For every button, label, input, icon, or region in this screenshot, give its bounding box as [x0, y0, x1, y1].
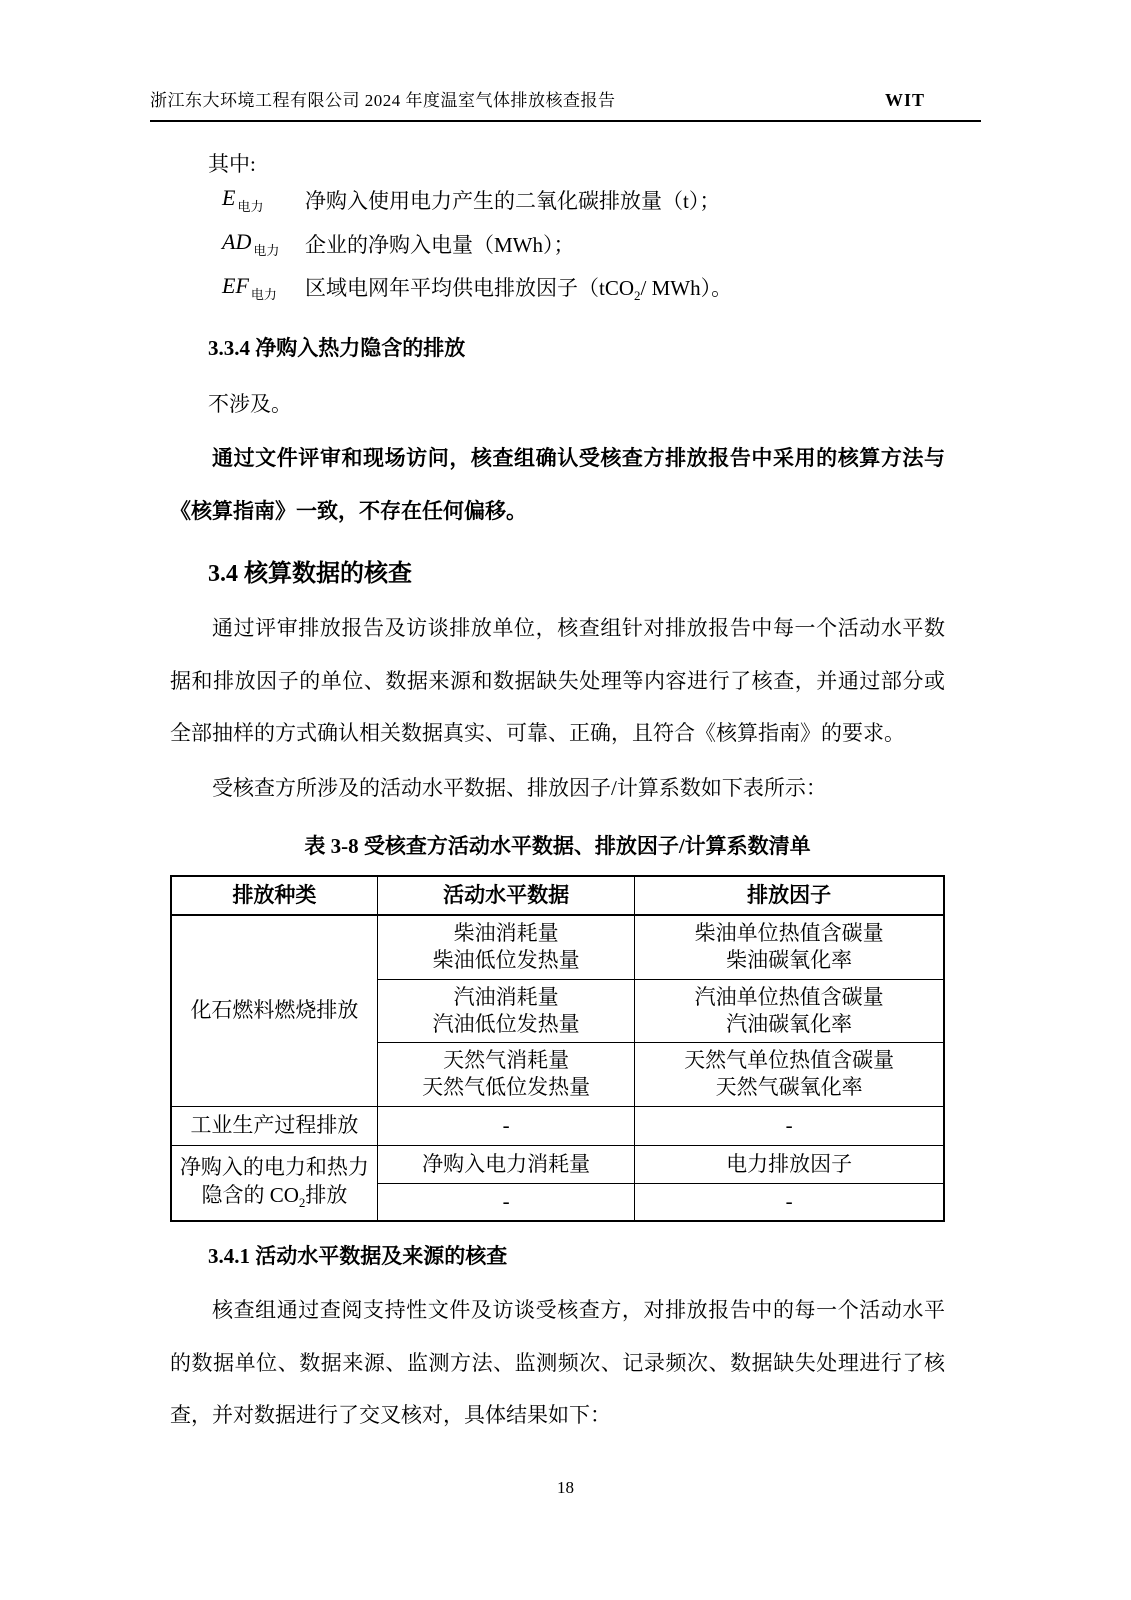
cell-line: 汽油消耗量 — [453, 984, 559, 1009]
co2-subscript: 2 — [634, 288, 641, 304]
header-rule — [150, 120, 981, 122]
cell-line: 柴油消耗量 — [453, 921, 559, 945]
cell-electricity-factor: 电力排放因子 — [635, 1145, 944, 1183]
paragraph-3-4-1: 核查组通过查阅支持性文件及访谈受核查方，对排放报告中的每一个活动水平的数据单位、数据来源、监测方法、监测频次、记录频次、数据缺失处理进行了核查，并对数据进行了交叉核对，具体结果如下： — [170, 1298, 945, 1428]
cell-line: 柴油碳氧化率 — [726, 948, 853, 973]
symbol-ad-electricity — [222, 229, 305, 258]
cell-line: 净购入的电力和热力 — [179, 1155, 369, 1180]
document-body — [170, 148, 945, 1442]
cell-gasoline-activity — [377, 979, 634, 1043]
cell-line: 柴油单位热值含碳量 — [694, 921, 884, 945]
table-header-row — [171, 876, 944, 915]
definition-text: 企业的净购入电量（MWh）； — [305, 233, 575, 257]
cell-heat-factor: - — [635, 1183, 944, 1221]
symbol-e-electricity — [222, 185, 305, 214]
definition-text-suffix: / MWh）。 — [640, 275, 733, 300]
page-header — [150, 0, 981, 111]
cell-gasoline-factor — [635, 979, 944, 1043]
not-involved-text: 不涉及。 — [208, 392, 292, 416]
cell-industrial-process-category: 工业生产过程排放 — [171, 1106, 377, 1145]
symbol-letter: AD — [222, 229, 252, 255]
activity-data-table — [170, 875, 945, 1222]
cell-natural-gas-activity — [377, 1043, 634, 1107]
cell-line: 天然气单位热值含碳量 — [684, 1048, 895, 1073]
cell-line: 天然气碳氧化率 — [715, 1075, 863, 1100]
header-brand-wit: WIT — [884, 90, 925, 110]
cell-natural-gas-factor — [635, 1043, 944, 1107]
cell-diesel-activity — [377, 915, 634, 979]
cell-industrial-process-activity: - — [377, 1106, 634, 1145]
co2-subscript: 2 — [298, 1194, 306, 1210]
definition-row-ef — [222, 266, 945, 310]
header-title: 浙江东大环境工程有限公司 2024 年度温室气体排放核查报告 — [150, 91, 616, 110]
cell-industrial-process-factor: - — [635, 1106, 944, 1145]
cell-heat-activity: - — [377, 1183, 634, 1221]
conclusion-paragraph: 通过文件评审和现场访问，核查组确认受核查方排放报告中采用的核算方法与《核算指南》一致，不存在任何偏移。 — [170, 446, 945, 523]
definition-text — [305, 272, 732, 304]
definition-text-prefix: 区域电网年平均供电排放因子（tCO — [305, 275, 635, 300]
cell-line: 汽油单位热值含碳量 — [694, 984, 884, 1009]
cell-fossil-fuel-category: 化石燃料燃烧排放 — [171, 915, 377, 1106]
definition-text: 净购入使用电力产生的二氧化碳排放量（t）； — [305, 189, 721, 213]
paragraph-3-4-intro: 通过评审排放报告及访谈排放单位，核查组针对排放报告中每一个活动水平数据和排放因子的单位、数据来源和数据缺失处理等内容进行了核查，并通过部分或全部抽样的方式确认相关数据真实、可靠、正确，且符合《核算指南》的要求。 — [170, 616, 945, 745]
cell-line: 天然气消耗量 — [443, 1048, 570, 1073]
cell-line-co2 — [176, 1182, 373, 1212]
definition-row-ad — [222, 222, 945, 266]
column-header-emission-factor: 排放因子 — [635, 876, 944, 915]
table-row-diesel — [171, 915, 944, 979]
cell-line: 汽油碳氧化率 — [726, 1011, 853, 1036]
page-number: 18 — [557, 1478, 574, 1497]
heading-3-3-4: 3.3.4 净购入热力隐含的排放 — [208, 336, 466, 360]
symbol-ef-electricity — [222, 273, 305, 302]
cell-line: 柴油低位发热量 — [432, 948, 580, 973]
lead-label: 其中: — [208, 152, 256, 176]
symbol-subscript: 电力 — [253, 242, 280, 258]
co2-text-suffix: 排放 — [305, 1182, 348, 1207]
co2-text-prefix: 隐含的 CO — [201, 1182, 299, 1207]
column-header-activity-data: 活动水平数据 — [377, 876, 634, 915]
table-row-industrial-process — [171, 1106, 944, 1145]
definition-row-e — [222, 178, 945, 222]
cell-electricity-heat-category — [171, 1145, 377, 1221]
symbol-subscript: 电力 — [250, 286, 277, 302]
symbol-subscript: 电力 — [237, 198, 264, 214]
table-caption: 表 3-8 受核查方活动水平数据、排放因子/计算系数清单 — [304, 834, 811, 858]
heading-3-4: 3.4 核算数据的核查 — [208, 561, 412, 587]
symbol-letter: EF — [222, 273, 249, 299]
table-row-purchased-electricity — [171, 1145, 944, 1183]
cell-line: 汽油低位发热量 — [432, 1011, 580, 1036]
heading-3-4-1: 3.4.1 活动水平数据及来源的核查 — [208, 1244, 508, 1269]
symbol-letter: E — [222, 185, 236, 211]
column-header-emission-type: 排放种类 — [171, 876, 377, 915]
paragraph-table-lead-in: 受核查方所涉及的活动水平数据、排放因子/计算系数如下表所示： — [212, 775, 827, 800]
cell-diesel-factor — [635, 915, 944, 979]
cell-line: 天然气低位发热量 — [422, 1075, 591, 1100]
cell-electricity-activity: 净购入电力消耗量 — [377, 1145, 634, 1183]
